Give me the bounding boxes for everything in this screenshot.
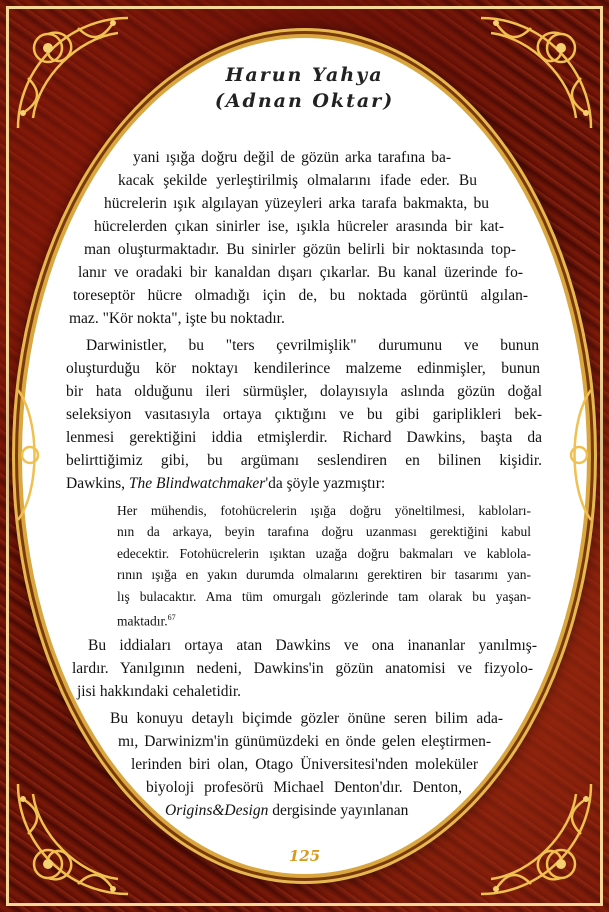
text-line: jisi hakkındaki cehaletidir. xyxy=(77,683,241,700)
text-line: yani ışığa doğru değil de gözün arka tarafına ba- xyxy=(133,149,451,166)
text-line: belirttiğimiz gibi, bu argümanı seslendiren en bilinen kişidir. xyxy=(66,452,542,469)
text-segment: maktadır. xyxy=(117,613,168,629)
text-line: oluşturduğu kör noktayı kendilerince malzeme edinmişler, bunun xyxy=(66,360,540,377)
quote-line xyxy=(117,607,176,632)
quote-line: Her mühendis, fotohücrelerin ışığa doğru yöneltilmesi, kabloları- xyxy=(117,503,531,518)
text-line: toreseptör hücre olmadığı için de, bu noktada görüntü algılan- xyxy=(73,287,528,304)
text-line: lanır ve oradaki bir kanaldan dışarı çıkarlar. Bu kanal üzerinde fo- xyxy=(78,264,523,281)
text-line: hücrelerin ışık algılayan yüzeyleri arka tarafa bakmakta, bu xyxy=(104,195,489,212)
text-line: Darwinistler, bu "ters çevrilmişlik" durumunu ve bunun xyxy=(86,337,539,354)
text-line: lenmesi gerektiğini iddia etmişlerdir. Richard Dawkins, başta da xyxy=(66,429,542,446)
text-line: man oluşturmaktadır. Bu sinirler gözün belirli bir noktasında top- xyxy=(84,241,516,258)
text-line: biyoloji profesörü Michael Denton'dır. Denton, xyxy=(146,779,462,796)
text-line: seleksiyon vasıtasıyla ortaya çıktığını ve bu gibi gariplikleri bek- xyxy=(66,406,542,423)
side-ornament-right xyxy=(559,380,599,530)
text-segment: Dawkins, xyxy=(66,475,129,492)
text-line: Bu iddiaları ortaya atan Dawkins ve ona inananlar yanılmış- xyxy=(88,637,537,654)
quote-line: edecektir. Fotohücrelerin ışıktan uzağa doğru bakmaları ve kablola- xyxy=(117,546,531,561)
quote-line: rının ışığa en yakın durumda olmalarını gerektiren bir tasarımı yan- xyxy=(117,567,531,582)
journal-title: Origins&Design xyxy=(165,802,269,819)
page-number: 125 xyxy=(288,847,321,865)
corner-ornament-bottom-left xyxy=(8,774,138,904)
header-author: Harun Yahya xyxy=(225,64,384,86)
text-line xyxy=(66,473,385,495)
side-ornament-left xyxy=(10,380,50,530)
text-line: lardır. Yanılgının nedeni, Dawkins'in gözün anatomisi ve fizyolo- xyxy=(72,660,533,677)
footnote-ref: 67 xyxy=(167,613,176,622)
text-line: maz. "Kör nokta", işte bu noktadır. xyxy=(69,310,285,327)
book-title: The Blindwatchmaker xyxy=(128,475,266,492)
header-author-alias: (Adnan Oktar) xyxy=(214,90,395,112)
corner-ornament-bottom-right xyxy=(471,774,601,904)
text-line xyxy=(165,800,408,822)
quote-line: nın da arkaya, beyin tarafına doğru uzanması gerektiğini kabul xyxy=(117,524,531,539)
text-line: hücrelerden çıkan sinirler ise, ışıkla hücreler arasında bir kat- xyxy=(94,218,504,235)
text-segment: dergisinde yayınlanan xyxy=(268,802,409,819)
text-segment: 'da şöyle yazmıştır: xyxy=(265,475,386,492)
quote-line: lış bulacaktır. Ama tüm omurgalı gözlerinde tam olarak bu yaşan- xyxy=(117,589,531,604)
text-line: kacak şekilde yerleştirilmiş olmalarını ifade eder. Bu xyxy=(118,172,477,189)
text-line: Bu konuyu detaylı biçimde gözler önüne seren bilim ada- xyxy=(110,710,503,727)
text-line: bir hata olduğunu ileri sürmüşler, dolayısıyla aslında gözün doğal xyxy=(66,383,542,400)
text-line: mı, Darwinizm'in günümüzdeki en önde gelen eleştirmen- xyxy=(118,733,491,750)
text-line: lerinden biri olan, Otago Üniversitesi'nden moleküler xyxy=(131,756,478,773)
